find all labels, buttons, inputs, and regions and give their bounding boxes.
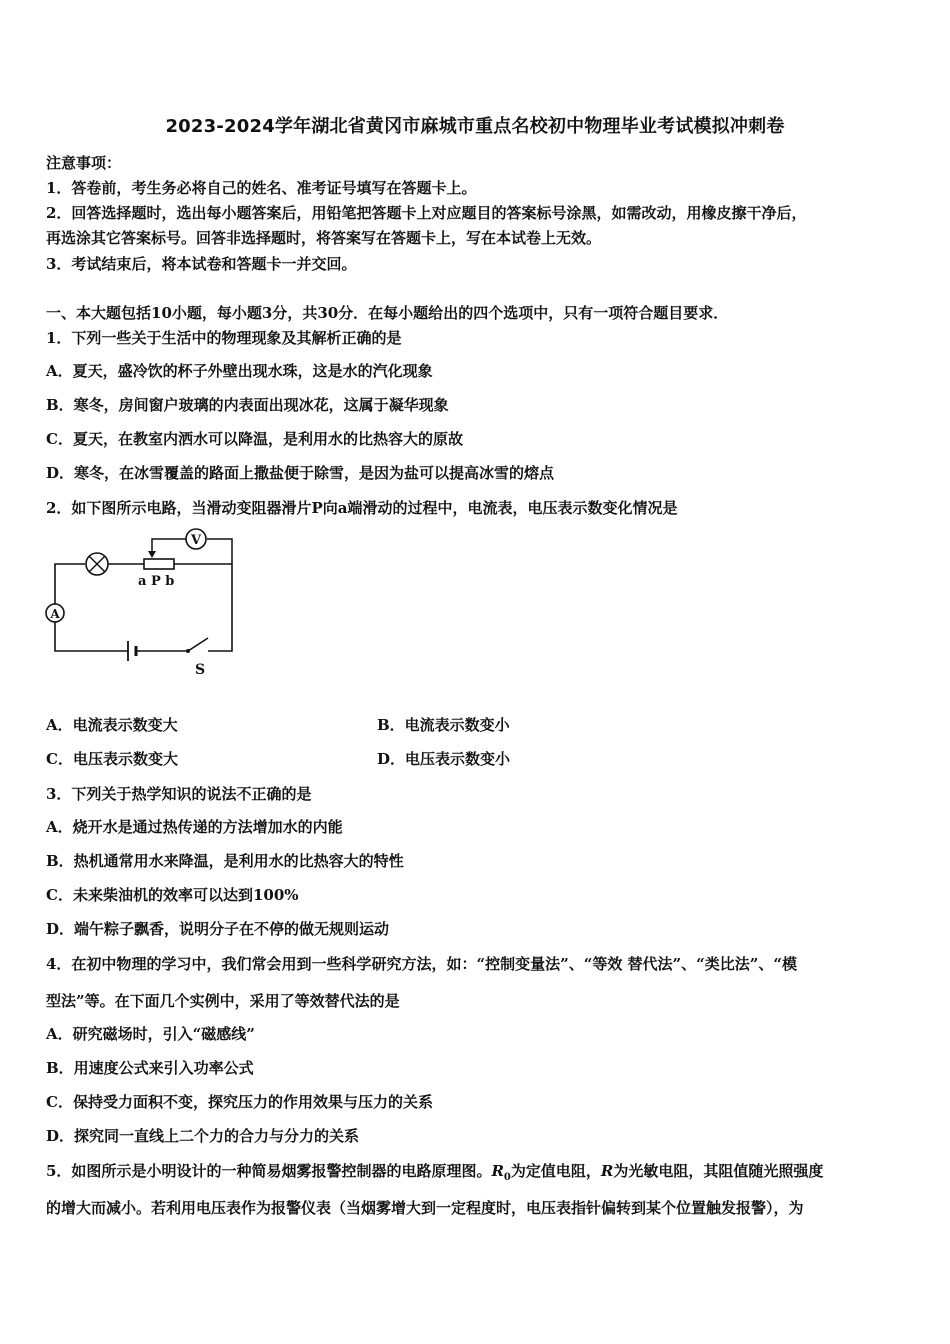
q2-option-d: D．电压表示数变小 [377,750,511,768]
notice-item: 3．考试结束后，将本试卷和答题卡一并交回。 [46,255,357,273]
q4-option-c: C．保持受力面积不变，探究压力的作用效果与压力的关系 [46,1093,433,1111]
q2-option-c: C．电压表示数变大 [46,750,178,768]
q4-stem-line: 型法”等。在下面几个实例中，采用了等效替代法的是 [46,992,400,1010]
notice-item: 1．答卷前，考生务必将自己的姓名、准考证号填写在答题卡上。 [46,179,477,197]
q1-option-a: A．夏天，盛冷饮的杯子外壁出现水珠，这是水的汽化现象 [46,362,433,380]
notice-heading: 注意事项： [46,154,122,172]
section-heading: 一、本大题包括10小题，每小题3分，共30分．在每小题给出的四个选项中，只有一项符合题目要求． [46,304,729,322]
q5-text: 5．如图所示是小明设计的一种简易烟雾报警控制器的电路原理图。 [46,1162,492,1180]
q5-stem-line [46,1160,823,1183]
q2-stem: 2．如下图所示电路，当滑动变阻器滑片P向a端滑动的过程中，电流表，电压表示数变化情况是 [46,499,678,517]
q1-stem: 1．下列一些关于生活中的物理现象及其解析正确的是 [46,329,402,347]
voltmeter-label: V [190,533,202,548]
voltmeter-icon [185,529,232,564]
q2-option-a: A．电流表示数变大 [46,716,178,734]
q1-option-c: C．夏天，在教室内洒水可以降温，是利用水的比热容大的原故 [46,430,463,448]
q4-stem-line: 4．在初中物理的学习中，我们常会用到一些科学研究方法，如：“控制变量法”、“等效 替代法”、“类比法”、“模 [46,955,798,973]
ammeter-icon [46,604,64,622]
q3-option-c: C．未来柴油机的效率可以达到100% [46,886,299,904]
page-title: 2023-2024学年湖北省黄冈市麻城市重点名校初中物理毕业考试模拟冲刺卷 [165,116,785,137]
q3-stem: 3．下列关于热学知识的说法不正确的是 [46,785,312,803]
battery-icon [128,641,140,661]
circuit-diagram [40,527,245,682]
q3-option-b: B．热机通常用水来降温，是利用水的比热容大的特性 [46,852,404,870]
notice-item: 再选涂其它答案标号。回答非选择题时，将答案写在答题卡上，写在本试卷上无效。 [46,229,602,247]
r0-symbol: R [491,1162,504,1180]
r-symbol: R [600,1162,614,1180]
q1-option-d: D．寒冬，在冰雪覆盖的路面上撒盐便于除雪，是因为盐可以提高冰雪的熔点 [46,464,555,482]
q4-option-b: B．用速度公式来引入功率公式 [46,1059,254,1077]
q5-text: 为光敏电阻，其阻值随光照强度 [613,1162,824,1180]
q3-option-a: A．烧开水是通过热传递的方法增加水的内能 [46,818,343,836]
q4-option-d: D．探究同一直线上二个力的合力与分力的关系 [46,1127,360,1145]
switch-label: S [195,662,206,678]
notice-item: 2．回答选择题时，选出每小题答案后，用铅笔把答题卡上对应题目的答案标号涂黑，如需改动，用橡皮擦干净后， [46,204,807,222]
rheostat-labels: a P b [138,574,175,589]
switch-icon [186,638,208,678]
q3-option-d: D．端午粽子飘香，说明分子在不停的做无规则运动 [46,920,390,938]
ammeter-label: A [50,607,60,621]
rheostat-icon [144,559,174,569]
q5-text: 为定值电阻， [510,1162,601,1180]
q4-option-a: A．研究磁场时，引入“磁感线” [46,1025,255,1043]
lamp-icon [86,553,108,575]
q5-stem-line: 的增大而减小。若利用电压表作为报警仪表（当烟雾增大到一定程度时，电压表指针偏转到某个位置触发报警），为 [46,1199,804,1217]
r0-subscript: 0 [503,1172,511,1183]
q1-option-b: B．寒冬，房间窗户玻璃的内表面出现冰花，这属于凝华现象 [46,396,449,414]
q2-option-b: B．电流表示数变小 [377,716,510,734]
